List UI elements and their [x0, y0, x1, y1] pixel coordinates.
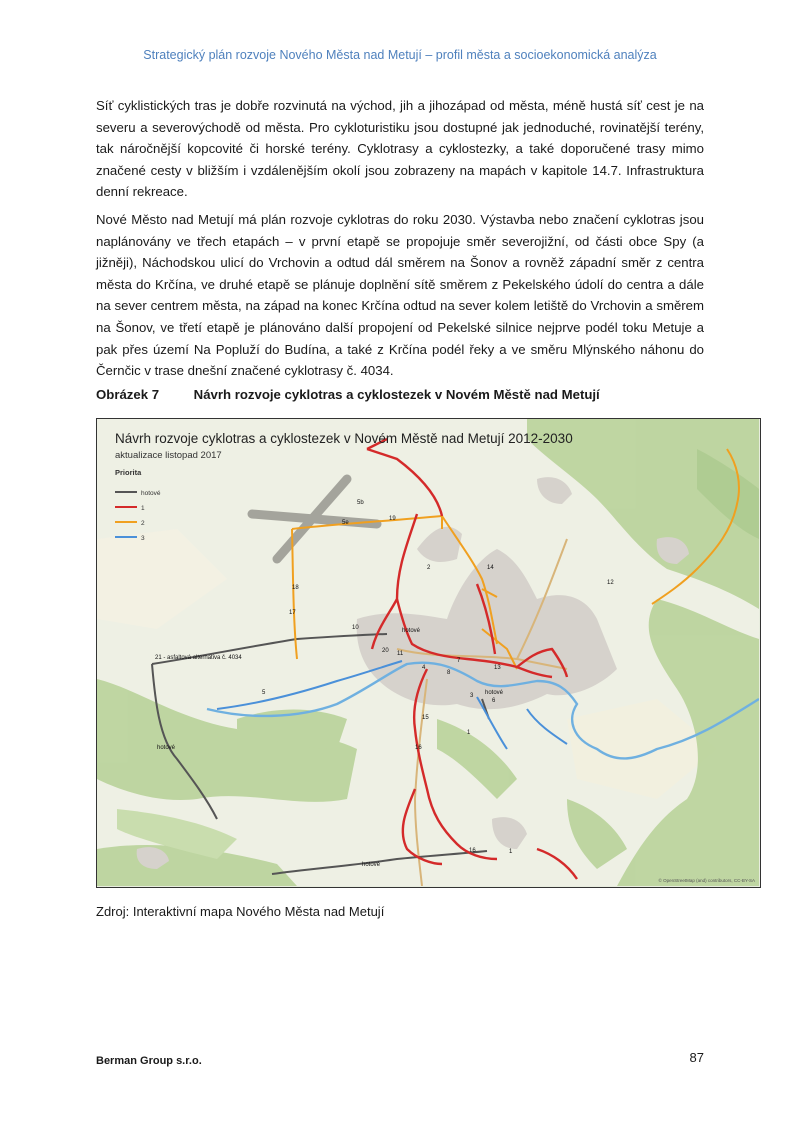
route-label: 10: [352, 625, 359, 631]
route-label: 5b: [357, 500, 364, 506]
map-attribution: © OpenStreetMap (and) contributors, CC-BY-SA: [658, 878, 755, 883]
paragraph-1: Síť cyklistických tras je dobře rozvinutá na východ, jih a jihozápad od města, méně hustá síť cest je na severu a severovýchodě od města. Pro cykloturistiku jsou dostupné jak jednoduché, rovinatější terény, tak náročnější kopcovité či horské terény. Cyklotrasy a cyklostezky, a také doporučené trasy mimo značené cesty v bližším i vzdálenějším okolí jsou zobrazeny na mapách v kapitole 14.7. Infrastruktura denní rekreace.: [96, 98, 704, 200]
figure-caption: [96, 387, 600, 402]
figure-source: Zdroj: Interaktivní mapa Nového Města nad Metují: [96, 904, 385, 919]
legend-label: hotové: [141, 490, 161, 497]
figure-number: Obrázek 7: [96, 387, 160, 402]
route-label: 2: [427, 565, 431, 571]
route-label: 8: [447, 670, 451, 676]
footer-company: Berman Group s.r.o.: [96, 1055, 202, 1067]
route-label: 16: [469, 848, 476, 854]
route-label: 21 - asfaltová alternativa č. 4034: [155, 655, 242, 661]
route-label: hotové: [485, 690, 504, 696]
page-header: Strategický plán rozvoje Nového Města nad Metují – profil města a socioekonomická analýza: [143, 48, 657, 62]
map-canvas: [97, 419, 759, 886]
paragraph-2: Nové Město nad Metují má plán rozvoje cyklotras do roku 2030. Výstavba nebo značení cyklotras jsou naplánovány ve třech etapách – v první etapě se propojuje směr severojižní, od části obce Spy (a jižněji), Náchodskou ulicí do Vrchovin a odtud dál směrem na Šonov a rovněž západní směr z centra města do Krčína, ve druhé etapě se plánuje doplnění sítě směrem z Pekelského údolí do centra a dále na sever centrem města, na západ na konec Krčína odtud na sever kolem letiště do Vrchovin a směrem na Šonov, ve třetí etapě je plánováno další propojení od Pekelské silnice nejprve podél toku Metuje a pak přes území Na Popluží do Budína, a také z Krčína podél řeky a ve směru Mlýnského náhonu do Černčic v trase dnešní značené cyklotrasy č. 4034.: [96, 212, 704, 379]
route-label: 16: [415, 745, 422, 751]
route-label: 18: [292, 585, 299, 591]
route-label: 20: [382, 648, 389, 654]
route-label: 13: [494, 665, 501, 671]
route-label: hotové: [362, 862, 381, 868]
route-label: 19: [389, 516, 396, 522]
route-label: 4: [422, 665, 426, 671]
route-label: 11: [397, 651, 404, 657]
route-label: hotové: [402, 628, 421, 634]
legend-label: 1: [141, 505, 145, 512]
route-label: hotové: [157, 745, 176, 751]
route-label: 14: [487, 565, 494, 571]
route-label: 3: [470, 693, 474, 699]
route-label: 15: [422, 715, 429, 721]
route-label: 5e: [342, 520, 349, 526]
route-label: 12: [607, 580, 614, 586]
map-title: Návrh rozvoje cyklotras a cyklostezek v Novém Městě nad Metují 2012-2030: [115, 431, 573, 446]
route-label: 1: [509, 849, 513, 855]
legend-title: Priorita: [115, 468, 142, 477]
legend-label: 2: [141, 520, 145, 527]
route-label: 6: [492, 698, 496, 704]
route-label: 1: [467, 730, 471, 736]
route-label: 7: [457, 658, 461, 664]
map-subtitle: aktualizace listopad 2017: [115, 450, 222, 461]
route-label: 5: [262, 690, 266, 696]
page-number: 87: [689, 1050, 704, 1065]
cycle-route-map: [96, 418, 761, 888]
route-label: 17: [289, 610, 296, 616]
legend-label: 3: [141, 535, 145, 542]
figure-title: Návrh rozvoje cyklotras a cyklostezek v Novém Městě nad Metují: [193, 387, 600, 402]
